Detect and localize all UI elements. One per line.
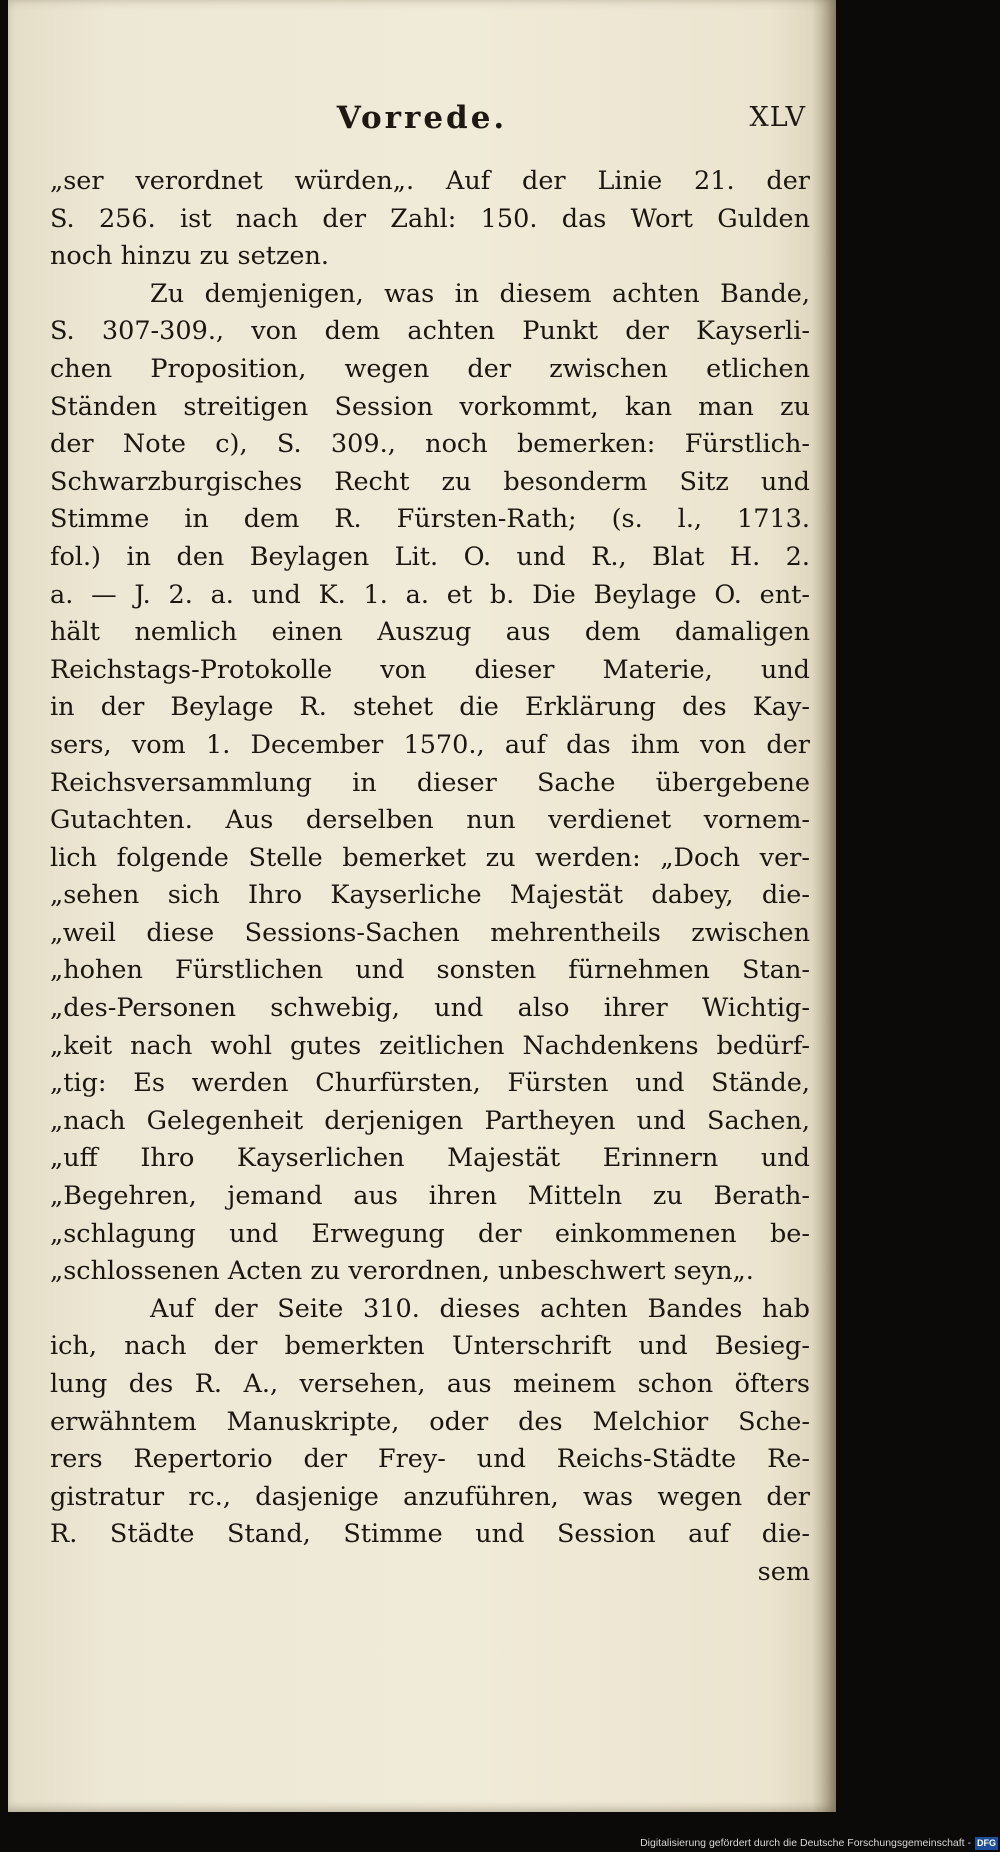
text-line: Zu demjenigen, was in diesem achten Bande, [150,278,810,309]
text-line: gistratur rc., dasjenige anzuführen, was wegen der [50,1481,810,1512]
text-line: Schwarzburgisches Recht zu besonderm Sitz und [50,466,810,497]
text-line: S. 307-309., von dem achten Punkt der Kayserli- [50,316,810,347]
text-line: hält nemlich einen Auszug aus dem damaligen [50,617,810,648]
text-line: erwähntem Manuskripte, oder des Melchior Sche- [50,1406,810,1437]
digitization-credit [640,1834,1000,1852]
text-line: „des-Personen schwebig, und also ihrer Wichtig- [50,993,810,1024]
text-line: rers Repertorio der Frey- und Reichs-Städte Re- [50,1444,810,1475]
text-line: lung des R. A., versehen, aus meinem schon öfters [50,1369,810,1399]
text-line: a. — J. 2. a. und K. 1. a. et b. Die Beylage O. ent- [50,579,810,610]
text-line: Ständen streitigen Session vorkommt, kan man zu [50,391,810,422]
text-line: „keit nach wohl gutes zeitlichen Nachdenkens bedürf- [50,1030,810,1061]
text-line: „tig: Es werden Churfürsten, Fürsten und Stände, [50,1068,810,1099]
dfg-logo: DFG [977,1837,996,1848]
text-line: „Begehren, jemand aus ihren Mitteln zu Berath- [50,1181,810,1212]
catchword: sem [757,1556,810,1587]
text-line: Gutachten. Aus derselben nun verdienet vornem- [50,805,810,836]
page-gutter-shadow [812,0,836,1812]
text-line: Stimme in dem R. Fürsten-Rath; (s. l., 1713. [50,504,810,535]
text-line: fol.) in den Beylagen Lit. O. und R., Blat H. 2. [50,541,810,572]
text-line: „hohen Fürstlichen und sonsten fürnehmen Stan- [50,955,810,986]
text-line: S. 256. ist nach der Zahl: 150. das Wort Gulden [50,203,810,234]
text-line: chen Proposition, wegen der zwischen etlichen [50,353,810,384]
text-line: sers, vom 1. December 1570., auf das ihm von der [50,729,810,760]
credit-text: Digitalisierung gefördert durch die Deutsche Forschungsgemeinschaft - [640,1837,971,1849]
text-line: noch hinzu zu setzen. [50,241,329,272]
text-line: lich folgende Stelle bemerket zu werden: „Doch ver- [50,842,810,873]
running-head [8,100,836,140]
text-line: R. Städte Stand, Stimme und Session auf die- [50,1519,810,1550]
book-page [8,0,836,1812]
running-title: Vorrede. [336,100,508,136]
text-line: in der Beylage R. stehet die Erklärung des Kay- [50,692,810,723]
text-line: „ser verordnet würden„. Auf der Linie 21. der [50,166,810,196]
text-line: Reichsversammlung in dieser Sache übergebene [50,767,810,798]
text-line: Auf der Seite 310. dieses achten Bandes hab [150,1293,810,1324]
text-line: Reichstags-Protokolle von dieser Materie, und [50,654,810,685]
text-line: „schlagung und Erwegung der einkommenen be- [50,1218,810,1249]
page-number: XLV [749,102,806,133]
text-line: „schlossenen Acten zu verordnen, unbeschwert seyn„. [50,1256,754,1287]
text-line: „uff Ihro Kayserlichen Majestät Erinnern und [50,1143,810,1174]
text-line: ich, nach der bemerkten Unterschrift und Besieg- [50,1331,810,1362]
text-line: der Note c), S. 309., noch bemerken: Fürstlich- [50,429,810,460]
text-line: „sehen sich Ihro Kayserliche Majestät dabey, die- [50,880,810,911]
text-line: „nach Gelegenheit derjenigen Partheyen und Sachen, [50,1105,810,1136]
text-line: „weil diese Sessions-Sachen mehrentheils zwischen [50,917,810,948]
body-text [50,163,810,1592]
